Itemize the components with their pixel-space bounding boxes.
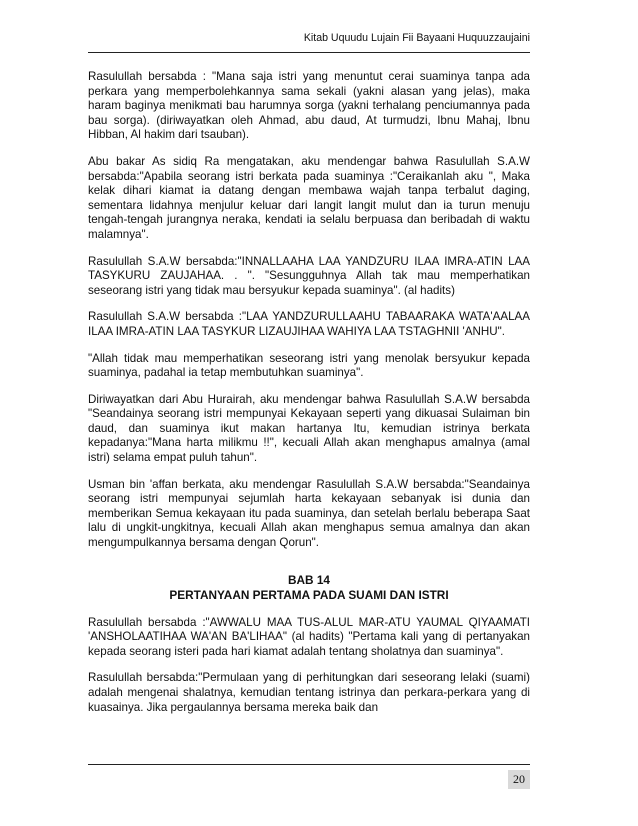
paragraph: Diriwayatkan dari Abu Hurairah, aku mendengar bahwa Rasulullah S.A.W bersabda "Seandainya seorang istri mempunyai Kekayaan seperti yang dikuasai Sulaiman bin daud, dan suaminya ikut makan hartanya Itu, kemudian istrinya berkata kepadanya:"Mana harta milikmu !!", kecuali Allah akan menghapus amalnya (amal istri) selama empat puluh tahun". [88, 392, 530, 465]
body-text [88, 70, 530, 727]
header-rule [88, 52, 530, 53]
paragraph: "Allah tidak mau memperhatikan seseorang istri yang menolak bersyukur kepada suaminya, padahal ia tetap membutuhkan suaminya". [88, 351, 530, 380]
running-header: Kitab Uquudu Lujain Fii Bayaani Huquuzzaujaini [303, 32, 530, 44]
footer-rule [88, 764, 530, 765]
paragraph: Rasulullah bersabda :"AWWALU MAA TUS-ALUL MAR-ATU YAUMAL QIYAAMATI 'ANSHOLAATIHAA WA'AN BA'LIHAA" (al hadits) "Pertama kali yang di pertanyakan kepada seorang isteri pada hari kiamat adalah tentang sholatnya dan suaminya". [88, 615, 530, 658]
paragraph: Rasulullah bersabda:"Permulaan yang di perhitungkan dari seseorang lelaki (suami) adalah mengenai shalatnya, kemudian tentang istrinya dan perkara-perkara yang di kuasainya. Jika pergaulannya bersama mereka baik dan [88, 671, 530, 714]
paragraph: Abu bakar As sidiq Ra mengatakan, aku mendengar bahwa Rasulullah S.A.W bersabda:"Apabila seorang istri berkata pada suaminya :"Ceraikanlah aku ", Maka kelak dihari kiamat ia datang dengan membawa wajah tanpa terbalut daging, sementara lidahnya menjulur keluar dari langit langit mulut dan ia turun menuju tengah-tengah jurangnya neraka, kendati ia selalu berpuasa dan beribadah di waktu malamnya". [88, 154, 530, 241]
chapter-number: BAB 14 [288, 572, 330, 587]
page-number: 20 [508, 770, 530, 789]
paragraph: Rasulullah S.A.W bersabda:"INNALLAAHA LAA YANDZURU ILAA IMRA-ATIN LAA TASYKURU ZAUJAHAA. . ". "Sesungguhnya Allah tak mau memperhatikan seseorang istri yang tidak mau bersyukur kepada suaminya". (al hadits) [88, 254, 530, 297]
paragraph: Rasulullah bersabda : "Mana saja istri yang menuntut cerai suaminya tanpa ada perkara yang memperbolehkannya sama sekali (yakni alasan yang jelas), maka haram baginya menikmati bau harumnya sorga (yakni terhalang penciumannya pada bau sorga). (diriwayatkan oleh Ahmad, abu daud, At turmudzi, Ibnu Mahaj, Ibnu Hibban, Al hakim dari tsauban). [88, 70, 530, 142]
chapter-heading [88, 573, 530, 603]
paragraph: Rasulullah S.A.W bersabda :"LAA YANDZURULLAAHU TABAARAKA WATA'AALAA ILAA IMRA-ATIN LAA TASYKUR LIZAUJIHAA WAHIYA LAA TSTAGHNII 'ANHU". [88, 310, 530, 338]
chapter-title: PERTANYAAN PERTAMA PADA SUAMI DAN ISTRI [169, 587, 449, 602]
paragraph: Usman bin 'affan berkata, aku mendengar Rasulullah S.A.W bersabda:"Seandainya seorang istri mempunyai sejumlah harta kekayaan sebanyak isi dunia dan memberikan Semua kekayaan itu pada suaminya, dan setelah berlalu beberapa Saat lalu di ungkit-ungkitnya, kecuali Allah akan menghapus semua amalnya dan akan mengumpulkannya bersama dengan Qorun". [88, 477, 530, 550]
